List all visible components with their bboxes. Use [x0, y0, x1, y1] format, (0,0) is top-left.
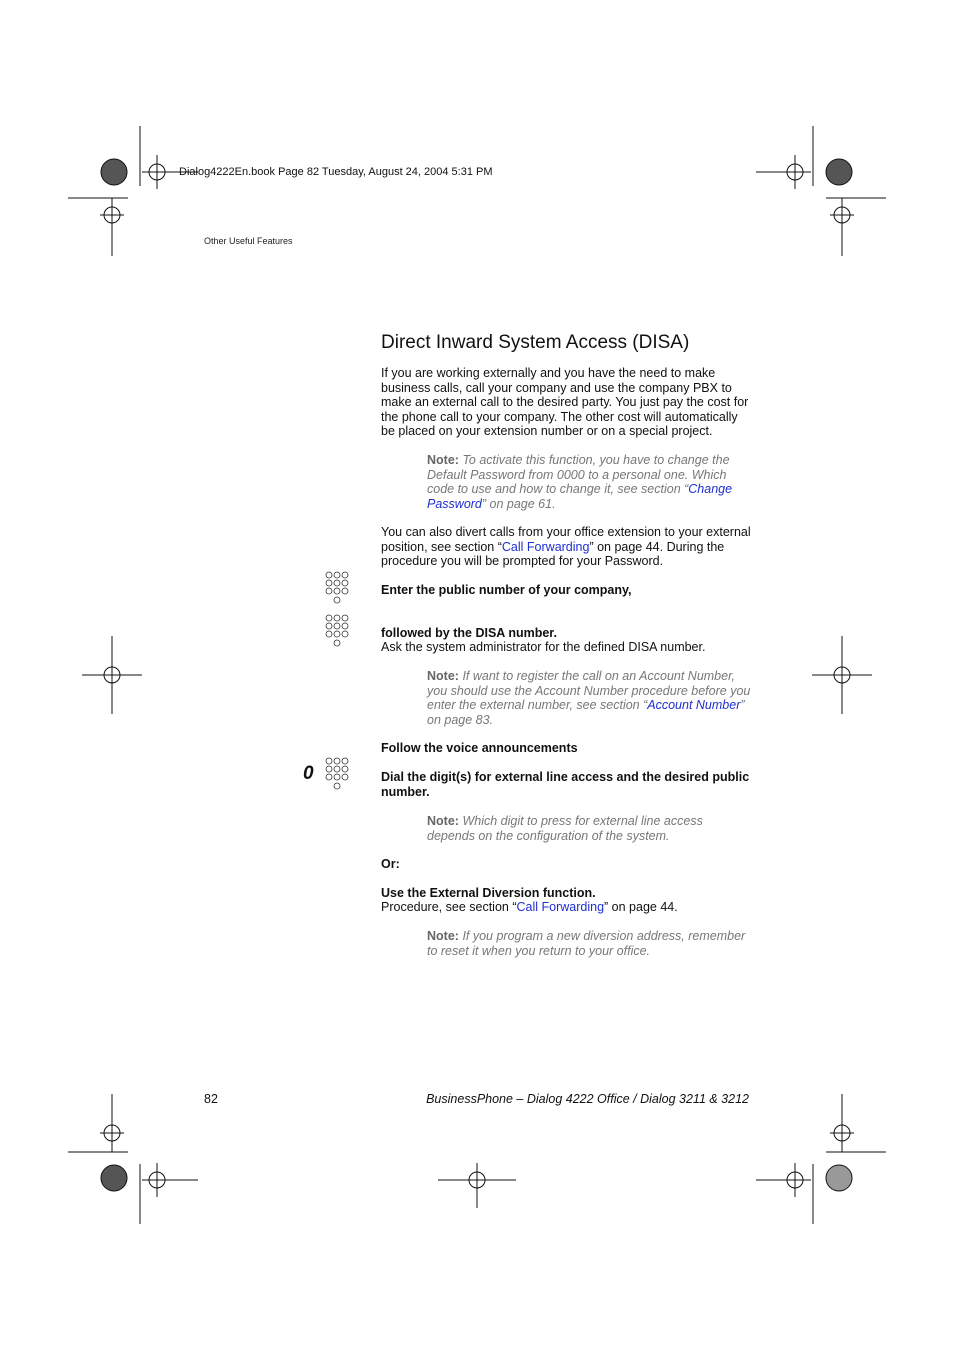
step-disa-hint: Ask the system administrator for the defined DISA number. — [381, 640, 706, 654]
step-enter-company-number: Enter the public number of your company, — [381, 583, 632, 597]
footer-title: BusinessPhone – Dialog 4222 Office / Dialog 3211 & 3212 — [426, 1092, 749, 1106]
step-external-diversion: Use the External Diversion function. — [381, 886, 596, 900]
step-dial-digits: Dial the digit(s) for external line access and the desired public number. — [381, 770, 750, 799]
book-info-line: Dialog4222En.book Page 82 Tuesday, August 24, 2004 5:31 PM — [179, 166, 493, 178]
step-voice-announcements: Follow the voice announcements — [381, 741, 578, 755]
change-password-link[interactable]: Change Password — [427, 482, 733, 511]
keypad-icon — [325, 757, 351, 791]
note-diversion-reset: Note: If you program a new diversion address, remember to reset it when you return to your office. — [427, 929, 746, 958]
section-label: Other Useful Features — [204, 236, 293, 246]
call-forwarding-link[interactable]: Call Forwarding — [501, 539, 590, 554]
keypad-icon — [325, 571, 351, 605]
divert-paragraph: You can also divert calls from your office extension to your external position, see section “Call Forwarding” on page 44. During the procedure you will be prompted for your Password. — [381, 525, 751, 568]
zero-key-symbol: 0 — [303, 763, 314, 784]
procedure-paragraph: Procedure, see section “Call Forwarding” on page 44. — [381, 900, 678, 914]
note-label: Note: — [427, 814, 459, 828]
intro-paragraph: If you are working externally and you have the need to make business calls, call your company and use the company PBX to make an external call to the desired party. You just pay the cost for the phone call to your company. The other cost will automatically be placed on your extension number or on a special project. — [381, 366, 749, 438]
note-label: Note: — [427, 669, 459, 683]
note-label: Note: — [427, 453, 459, 467]
page-title: Direct Inward System Access (DISA) — [381, 332, 690, 353]
or-label: Or: — [381, 857, 400, 871]
account-number-link[interactable]: Account Number — [647, 698, 741, 712]
keypad-icon — [325, 614, 351, 648]
page-number: 82 — [204, 1092, 218, 1106]
note-label: Note: — [427, 929, 459, 943]
call-forwarding-link[interactable]: Call Forwarding — [516, 900, 605, 914]
note-password: Note: To activate this function, you have to change the Default Password from 0000 to a personal one. Which code to use and how to change it, see section “Change Password” on page 61. — [427, 453, 733, 511]
note-account-number: Note: If want to register the call on an Account Number, you should use the Account Number procedure before you enter the external number, see section “Account Number” on page 83. — [427, 669, 751, 727]
note-line-access: Note: Which digit to press for external line access depends on the configuration of the system. — [427, 814, 703, 843]
step-disa-number: followed by the DISA number. — [381, 626, 557, 640]
